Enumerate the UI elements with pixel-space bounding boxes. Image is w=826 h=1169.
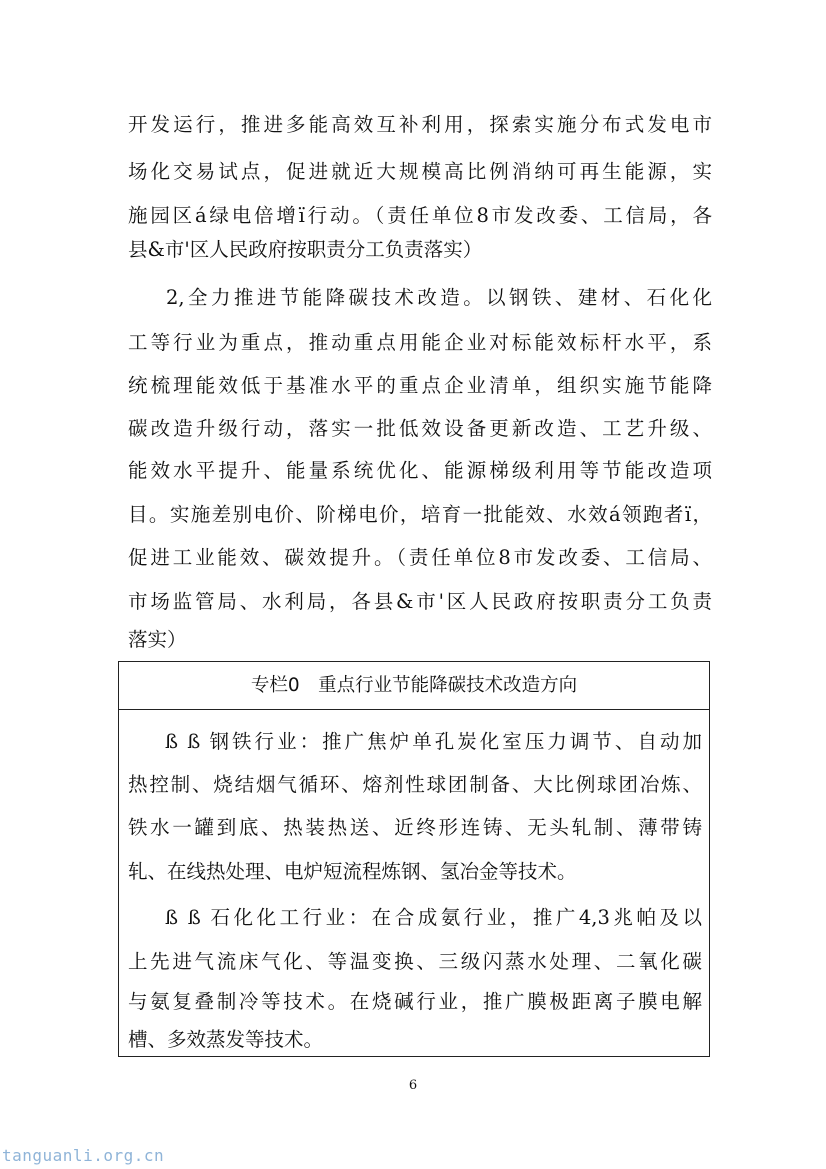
text-line: 轧、在线热处理、电炉短流程炼钢、氢冶金等技术。 <box>128 860 577 883</box>
text-line: ß ß 钢铁行业：推广焦炉单孔炭化室压力调节、自动加 <box>165 730 702 753</box>
text-line: ß ß 石化化工行业：在合成氨行业，推广4,3兆帕及以 <box>165 906 702 929</box>
text-line: 县&市'区人民政府按职责分工负责落实） <box>128 238 483 261</box>
text-line: 市场监管局、水利局，各县&市'区人民政府按职责分工负责 <box>128 590 712 613</box>
text-line: 施园区á绿电倍增ï行动。（责任单位8市发改委、工信局，各 <box>128 204 712 227</box>
text-line: 铁水一罐到底、热装热送、近终形连铸、无头轧制、薄带铸 <box>128 816 702 839</box>
text-line: 开发运行，推进多能高效互补利用，探索实施分布式发电市 <box>128 113 712 136</box>
text-line: 工等行业为重点，推动重点用能企业对标能效标杆水平，系 <box>128 331 712 354</box>
text-line: 统梳理能效低于基准水平的重点企业清单，组织实施节能降 <box>128 374 712 397</box>
text-line: 促进工业能效、碳效提升。（责任单位8市发改委、工信局、 <box>128 546 712 569</box>
text-line: 2,全力推进节能降碳技术改造。以钢铁、建材、石化化 <box>166 286 712 309</box>
text-line: 碳改造升级行动，落实一批低效设备更新改造、工艺升级、 <box>128 417 712 440</box>
text-line: 场化交易试点，促进就近大规模高比例消纳可再生能源，实 <box>128 160 712 183</box>
text-line: 落实） <box>128 628 187 651</box>
column-box <box>118 661 710 1057</box>
text-line: 与氨复叠制冷等技术。在烧碱行业，推广膜极距离子膜电解 <box>128 990 702 1013</box>
page-number: 6 <box>408 1078 418 1093</box>
text-line: 热控制、烧结烟气循环、熔剂性球团制备、大比例球团冶炼、 <box>128 773 702 796</box>
text-line: 槽、多效蒸发等技术。 <box>128 1028 324 1051</box>
text-line: 能效水平提升、能量系统优化、能源梯级利用等节能改造项 <box>128 459 712 482</box>
column-box-title: 专栏0 重点行业节能降碳技术改造方向 <box>119 662 709 710</box>
text-line: 上先进气流床气化、等温变换、三级闪蒸水处理、二氧化碳 <box>128 950 702 973</box>
watermark: tanguanli.org.cn <box>2 1146 165 1165</box>
text-line: 目。实施差别电价、阶梯电价，培育一批能效、水效á领跑者ï， <box>128 503 712 526</box>
